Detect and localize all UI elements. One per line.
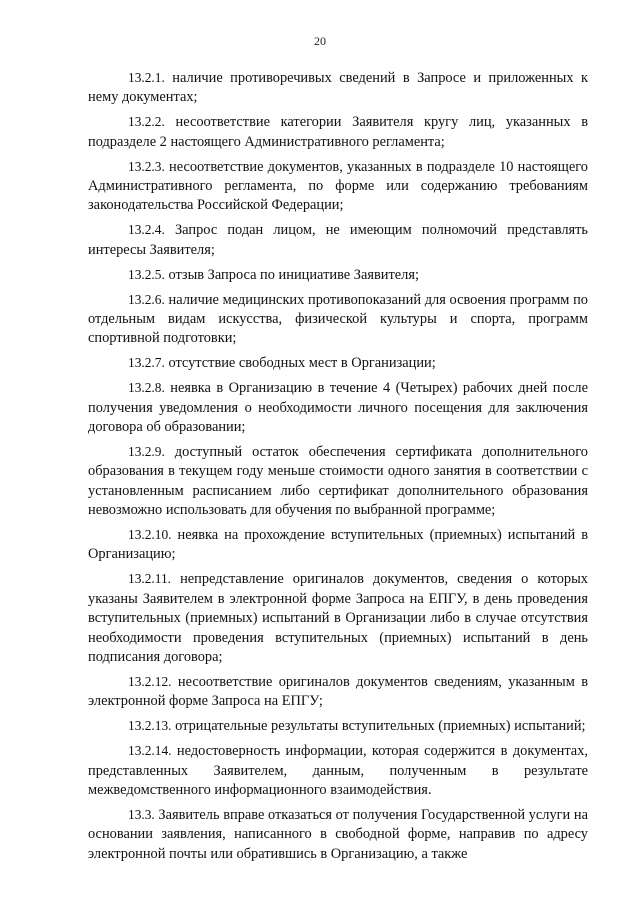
paragraph-13-3 [88, 805, 588, 864]
paragraph-number: 13.2.8. [128, 380, 165, 396]
document-body [88, 68, 588, 869]
paragraph-13-2-13 [88, 716, 588, 736]
paragraph-text: Запрос подан лицом, не имеющим полномочий представлять интересы Заявителя; [88, 222, 588, 258]
paragraph-text: наличие медицинских противопоказаний для освоения программ по отдельным видам искусства, физической культуры и спорта, программ спортивной подготовки; [88, 291, 588, 347]
paragraph-13-2-12 [88, 672, 588, 712]
paragraph-number: 13.2.7. [128, 355, 165, 371]
paragraph-number: 13.2.11. [128, 571, 172, 587]
paragraph-text: недостоверность информации, которая содержится в документах, представленных Заявителем, данным, полученным в результате межведомственного информационного взаимодействия. [88, 743, 588, 798]
page-number: 20 [314, 34, 326, 48]
paragraph-text: несоответствие оригиналов документов сведениям, указанным в электронной форме Запроса на ЕПГУ; [88, 673, 588, 710]
paragraph-number: 13.2.6. [128, 291, 165, 307]
paragraph-number: 13.2.10. [128, 527, 172, 543]
paragraph-number: 13.2.13. [128, 718, 172, 734]
paragraph-number: 13.2.12. [128, 673, 172, 689]
paragraph-text: отрицательные результаты вступительных (приемных) испытаний; [175, 718, 586, 735]
paragraph-number: 13.2.9. [128, 443, 165, 459]
paragraph-number: 13.2.5. [128, 266, 165, 282]
paragraph-13-2-14 [88, 741, 588, 800]
paragraph-13-2-10 [88, 525, 588, 565]
paragraph-13-2-1 [88, 68, 588, 108]
paragraph-13-2-7 [88, 353, 588, 373]
paragraph-number: 13.2.3. [128, 158, 165, 174]
paragraph-text: доступный остаток обеспечения сертификата дополнительного образования в текущем году меньше стоимости одного занятия в соответствии с установленным расписанием либо сертификат дополнительного образования невозможно использовать для обучения по выбранной программе; [88, 443, 588, 519]
paragraph-13-2-4 [88, 220, 588, 260]
paragraph-text: непредставление оригиналов документов, сведения о которых указаны Заявителем в электронной форме Запроса на ЕПГУ, в день проведения вступительных (приемных) испытаний в Организации либо в случае отсутствия необходимости проведения вступительных (приемных) испытаний в день подписания договора; [88, 571, 588, 665]
paragraph-13-2-5 [88, 265, 588, 285]
paragraph-13-2-11 [88, 569, 588, 667]
paragraph-number: 13.2.1. [128, 70, 165, 85]
paragraph-13-2-6 [88, 290, 588, 349]
paragraph-text: наличие противоречивых сведений в Запросе и приложенных к нему документах; [88, 70, 588, 106]
paragraph-13-2-3 [88, 157, 588, 216]
paragraph-text: отзыв Запроса по инициативе Заявителя; [168, 266, 419, 283]
paragraph-number: 13.2.14. [128, 743, 172, 759]
paragraph-number: 13.2.4. [128, 222, 165, 238]
paragraph-text: несоответствие категории Заявителя кругу лиц, указанных в подразделе 2 настоящего Административного регламента; [88, 114, 588, 150]
paragraph-number: 13.3. [128, 806, 155, 822]
paragraph-number: 13.2.2. [128, 114, 165, 130]
paragraph-text: Заявитель вправе отказаться от получения Государственной услуги на основании заявления, написанного в свободной форме, направив по адресу электронной почты или обратившись в Организацию, а также [88, 806, 588, 862]
paragraph-text: отсутствие свободных мест в Организации; [168, 355, 436, 372]
paragraph-13-2-9 [88, 442, 588, 521]
paragraph-text: неявка в Организацию в течение 4 (Четырех) рабочих дней после получения уведомления о необходимости личного посещения для заключения договора об образовании; [88, 380, 588, 435]
paragraph-text: несоответствие документов, указанных в подразделе 10 настоящего Административного регламента, по форме или содержанию требованиям законодательства Российской Федерации; [88, 158, 588, 214]
paragraph-text: неявка на прохождение вступительных (приемных) испытаний в Организацию; [88, 527, 588, 563]
paragraph-13-2-2 [88, 112, 588, 152]
paragraph-13-2-8 [88, 378, 588, 437]
